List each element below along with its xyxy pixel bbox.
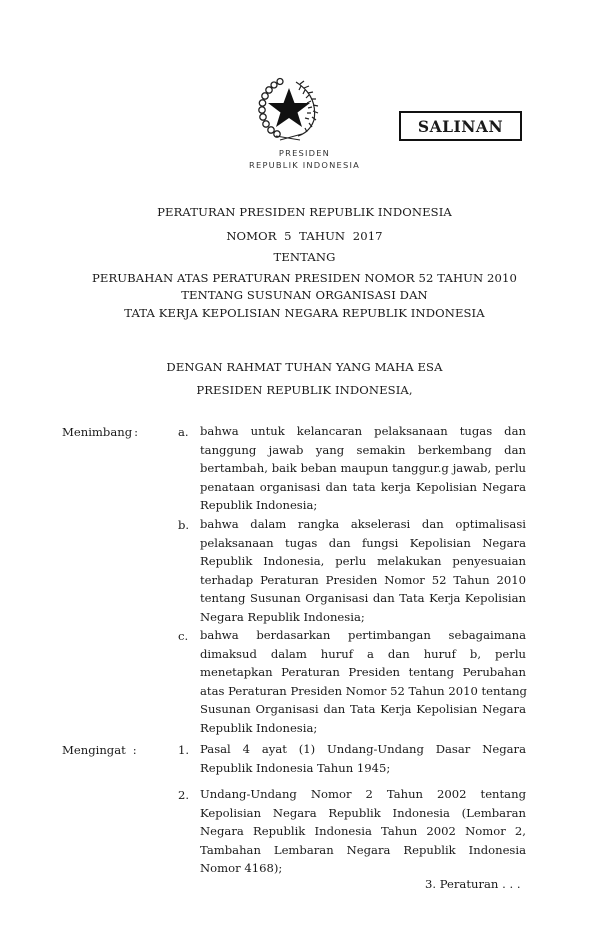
page-continuation: 3. Peraturan . . .	[425, 877, 521, 891]
text-line: Undang-Undang Nomor 2 Tahun 2002 tentang	[200, 787, 526, 801]
institution-line-president: PRESIDEN	[278, 148, 331, 158]
mengingat-item-1-marker: 1.	[178, 743, 190, 757]
text-line: Nomor 4168);	[200, 861, 283, 876]
regulation-subject-line-2: TENTANG SUSUNAN ORGANISASI DAN	[181, 288, 428, 302]
text-line: Republik Indonesia Tahun 1945;	[200, 760, 391, 775]
text-line: Negara Republik Indonesia Tahun 2002 Nomor 2,	[200, 824, 526, 839]
regulation-title: PERATURAN PRESIDEN REPUBLIK INDONESIA	[157, 205, 452, 219]
regulation-about: TENTANG	[273, 250, 336, 264]
text-line: menetapkan Peraturan Presiden tentang Perubahan	[200, 665, 526, 680]
text-line: Republik Indonesia, perlu melakukan penyesuaian	[200, 554, 526, 569]
text-line: Tambahan Lembaran Negara Republik Indonesia	[200, 842, 526, 857]
menimbang-item-c-marker: c.	[178, 629, 189, 643]
text-line: tanggung jawab yang semakin berkembang dan	[200, 442, 526, 457]
menimbang-item-a-marker: a.	[178, 425, 189, 439]
text-line: bahwa dalam rangka akselerasi dan optimalisasi	[200, 517, 526, 531]
text-line: Negara Republik Indonesia;	[200, 609, 365, 624]
text-line: penataan organisasi dan tata kerja Kepolisian Negara	[200, 479, 526, 494]
mengingat-item-1	[200, 740, 526, 777]
mengingat-label	[62, 743, 137, 757]
menimbang-item-a	[200, 422, 526, 515]
text-line: Pasal 4 ayat (1) Undang-Undang Dasar Negara	[200, 742, 526, 756]
regulation-number: NOMOR 5 TAHUN 2017	[226, 229, 383, 243]
menimbang-item-c	[200, 626, 526, 738]
text-line: tentang Susunan Organisasi dan Tata Kerja Kepolisian	[200, 591, 526, 606]
text-line: pelaksanaan tugas dan fungsi Kepolisian Negara	[200, 535, 526, 550]
text-line: Kepolisian Negara Republik Indonesia (Lembaran	[200, 805, 526, 820]
menimbang-item-b	[200, 515, 526, 627]
text-line: atas Peraturan Presiden Nomor 52 Tahun 2010 tentang	[200, 683, 527, 698]
mengingat-item-2	[200, 785, 526, 878]
text-line: Republik Indonesia;	[200, 720, 318, 735]
salinan-label: SALINAN	[417, 116, 504, 136]
menimbang-item-b-marker: b.	[178, 518, 190, 532]
regulation-subject-line-3: TATA KERJA KEPOLISIAN NEGARA REPUBLIK INDONESIA	[124, 306, 485, 320]
regulation-subject-line-1: PERUBAHAN ATAS PERATURAN PRESIDEN NOMOR 52 TAHUN 2010	[92, 271, 517, 285]
text-line: dimaksud dalam huruf a dan huruf b, perlu	[200, 646, 526, 661]
text-line: bahwa untuk kelancaran pelaksanaan tugas dan	[200, 424, 526, 438]
menimbang-colon: :	[134, 425, 139, 439]
text-line: terhadap Peraturan Presiden Nomor 52 Tahun 2010	[200, 572, 526, 587]
preamble-line-1: DENGAN RAHMAT TUHAN YANG MAHA ESA	[166, 360, 443, 374]
mengingat-label-text: Mengingat	[62, 743, 126, 757]
text-line: bertambah, baik beban maupun tanggur.g jawab, perlu	[200, 461, 526, 476]
text-line: Republik Indonesia;	[200, 498, 318, 513]
menimbang-label	[62, 425, 138, 439]
menimbang-label-text: Menimbang	[62, 425, 133, 439]
text-line: Susunan Organisasi dan Tata Kerja Kepolisian Negara	[200, 702, 526, 717]
mengingat-colon: :	[132, 743, 137, 757]
garuda-star-emblem-icon	[256, 76, 322, 142]
mengingat-item-2-marker: 2.	[178, 788, 190, 802]
preamble-line-2: PRESIDEN REPUBLIK INDONESIA,	[196, 383, 413, 397]
salinan-stamp	[399, 111, 522, 141]
text-line: bahwa berdasarkan pertimbangan sebagaimana	[200, 628, 526, 642]
institution-line-republic: REPUBLIK INDONESIA	[249, 160, 360, 170]
